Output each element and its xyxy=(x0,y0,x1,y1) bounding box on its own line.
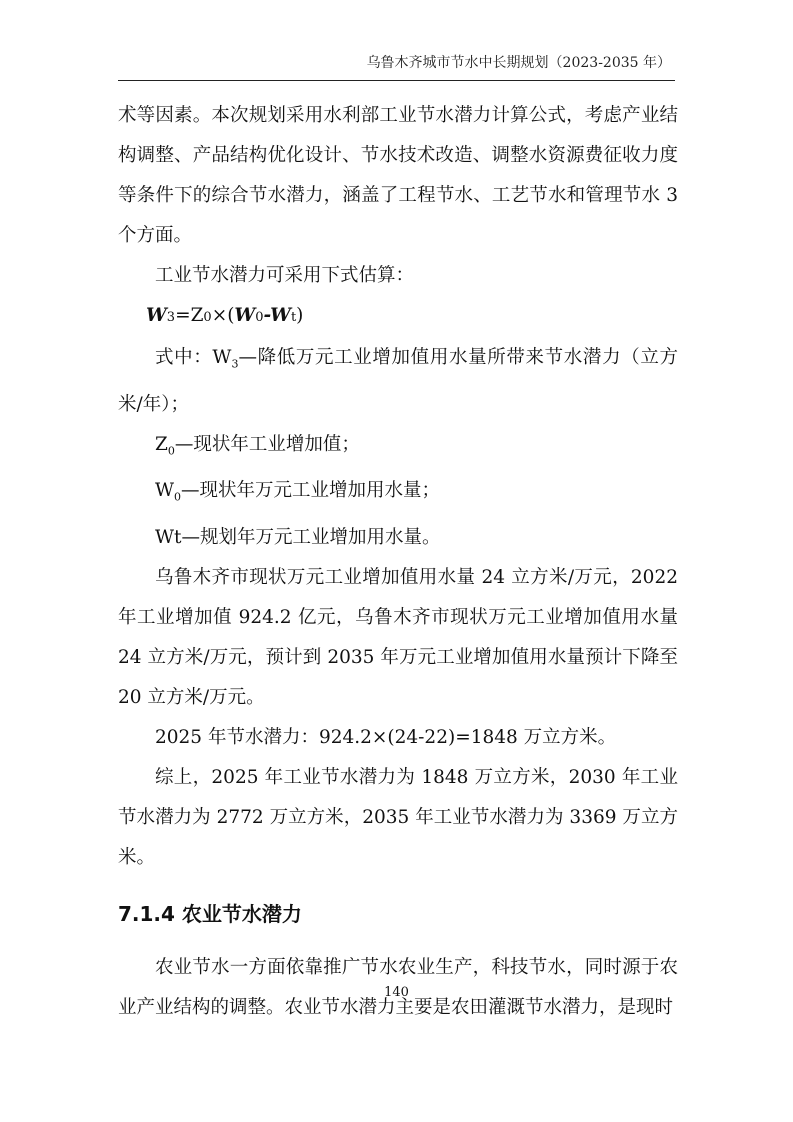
formula-close: ) xyxy=(296,305,304,326)
header-rule xyxy=(118,80,675,81)
formula-wt: W xyxy=(270,305,291,326)
document-body xyxy=(118,96,678,1028)
paragraph-8: 乌鲁木齐市现状万元工业增加值用水量 24 立方米/万元，2022 年工业增加值 924.2 亿元，乌鲁木齐市现状万元工业增加值用水量 24 立方米/万元，预计到 2035 年万元工业增加值用水量预计下降至 20 立方米/万元。 xyxy=(118,567,678,709)
paragraph-definition-w0: $W_0—$现状年万元工业增加用水量； xyxy=(155,480,441,505)
header-title: 乌鲁木齐城市节水中长期规划（2023-2035 年） xyxy=(366,55,671,71)
paragraph-1: 术等因素。本次规划采用水利部工业节水潜力计算公式，考虑产业结构调整、产品结构优化设计、节水技术改造、调整水资源费征收力度等条件下的综合节水潜力，涵盖了工程节水、工艺节水和管理节水 3 个方面。 xyxy=(118,105,678,246)
paragraph-2: 工业节水潜力可采用下式估算： xyxy=(155,265,415,286)
formula-sub3: 3 xyxy=(166,310,176,325)
paragraph-definition-wt: Wt—规划年万元工业增加用水量。 xyxy=(155,527,441,549)
formula-w0: W xyxy=(234,305,256,326)
formula-sub0: 0 xyxy=(203,310,212,325)
formula-minus: - xyxy=(263,305,271,326)
paragraph-definition-w3: 式中：$W_3—$降低万元工业增加值用水量所带来节水潜力（立方米/年）； xyxy=(118,347,678,415)
formula-times: ×( xyxy=(211,305,235,326)
formula-subt: t xyxy=(290,310,297,325)
paragraph-9: 2025 年节水潜力：924.2×(24-22)=1848 万立方米。 xyxy=(155,727,617,749)
paragraph-11: 农业节水一方面依靠推广节水农业生产，科技节水，同时源于农业产业结构的调整。农业节水潜力主要是农田灌溉节水潜力，是现时 xyxy=(118,957,678,1019)
paragraph-10: 综上，2025 年工业节水潜力为 1848 万立方米，2030 年工业节水潜力为 2772 万立方米，2035 年工业节水潜力为 3369 万立方米。 xyxy=(118,767,678,869)
formula-eq: =Z xyxy=(175,305,204,326)
page-number: 140 xyxy=(384,985,409,1000)
formula-sub0b: 0 xyxy=(255,310,264,325)
paragraph-definition-z0: $Z_0—$现状年工业增加值； xyxy=(155,433,360,458)
formula xyxy=(118,296,678,338)
formula-w: W xyxy=(146,305,167,326)
section-heading: 7.1.4 农业节水潜力 xyxy=(118,902,302,927)
